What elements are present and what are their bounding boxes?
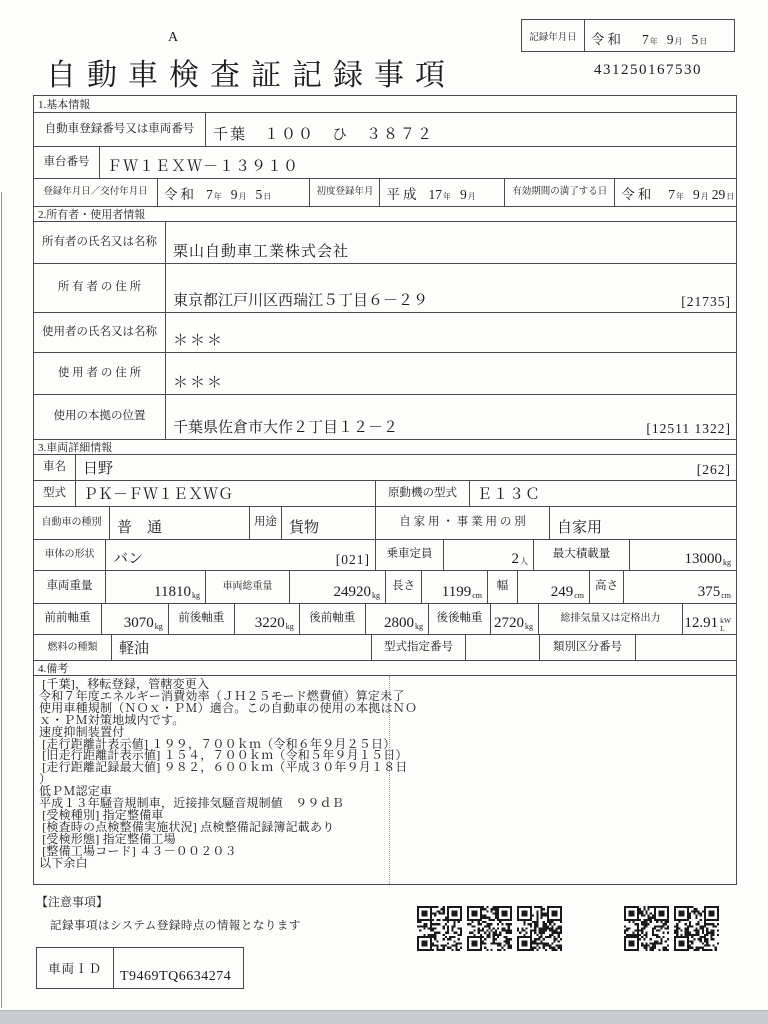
registration-date-label: 登録年月日／交付年月日 — [34, 179, 158, 206]
owner-name-label: 所有者の氏名又は名称 — [34, 222, 166, 263]
row-vehicle-kind — [34, 506, 736, 539]
remark-line: 速度抑制装置付 — [39, 724, 125, 739]
width-value: 249 cm — [518, 571, 590, 603]
front-front-axle-value: 3070 kg — [102, 604, 169, 634]
document-title: 自動車検査証記録事項 — [46, 59, 456, 92]
user-address-label: 使 用 者 の 住 所 — [34, 353, 166, 394]
owner-address-code: [21735] — [681, 294, 731, 309]
vehicle-weight-value: 11810 kg — [106, 571, 206, 603]
user-name-value: ＊＊＊ — [173, 333, 225, 349]
remark-line: 平成１３年騒音規制車，近接排気騒音規制値 ９９ｄＢ — [39, 796, 345, 811]
remarks-column-divider — [389, 676, 390, 884]
user-name-label: 使用者の氏名又は名称 — [34, 313, 166, 352]
base-location-value: 千葉県佐倉市大作２丁目１２－２ [12511 1322] — [173, 420, 731, 436]
first-registration-label: 初度登録年月 — [310, 179, 380, 206]
row-base-location — [34, 394, 736, 439]
row-fuel — [34, 634, 736, 660]
remark-line: [走行距離記録最大値] ９８２，６００ｋｍ（平成３０年９月１８日 — [39, 760, 408, 775]
row-make — [34, 454, 736, 480]
scan-edge-artifact-bottom — [0, 1010, 768, 1024]
row-owner-name — [34, 221, 736, 263]
vehicle-kind-label: 自動車の種別 — [34, 507, 110, 539]
record-date-value: 令和 7 年 9 月 5 日 — [591, 32, 708, 47]
rear-rear-axle-label: 後後軸重 — [429, 604, 491, 634]
chassis-number-label: 車台番号 — [34, 147, 100, 178]
remark-line: [旧走行距離計表示値] １５４，７００ｋｍ（令和５年９月１５日） — [39, 748, 408, 763]
body-shape-value: バン [021] — [106, 540, 376, 570]
remark-line: 令和７年度エネルギー消費効率（ＪＨ２５モード燃費値）算定未了 — [39, 688, 405, 703]
remarks-box — [34, 675, 736, 884]
body-shape-label: 車体の形状 — [34, 540, 106, 570]
vehicle-weight-label: 車両重量 — [34, 571, 106, 603]
vehicle-id-label: 車両ＩＤ — [37, 948, 114, 988]
record-date-box — [521, 19, 735, 52]
remark-line: 使用車種規制（ＮＯｘ・ＰＭ）適合。この自動車の使用の本拠はＮＯ — [39, 700, 418, 715]
chassis-number-value: ＦＷ１ＥＸＷ－１３９１０ — [107, 159, 300, 175]
owner-address-label: 所 有 者 の 住 所 — [34, 264, 166, 312]
registration-number-value: 千葉 １００ ひ ３８７２ — [213, 127, 435, 143]
base-location-label: 使用の本拠の位置 — [34, 395, 166, 439]
row-chassis-number — [34, 146, 736, 178]
remark-line: [受検種別] 指定整備車 — [39, 807, 164, 822]
class-category-label: 類別区分番号 — [540, 635, 636, 660]
expiry-date-value: 令和 7 年 9 月 29 日 — [621, 187, 735, 202]
remark-line: 以下余白 — [39, 855, 88, 870]
engine-model-value: Ｅ１３Ｃ — [477, 487, 542, 503]
gross-weight-label: 車両総重量 — [206, 571, 290, 603]
qr-code — [624, 906, 669, 951]
row-model — [34, 480, 736, 506]
owner-name-value: 栗山自動車工業株式会社 — [173, 244, 350, 260]
user-address-value: ＊＊＊ — [173, 375, 225, 391]
make-code: [262] — [696, 462, 731, 477]
make-value: 日野 [262] — [83, 461, 731, 477]
qr-code — [417, 906, 462, 951]
remark-line: 低ＰＭ認定車 — [39, 784, 113, 799]
registration-number-label: 自動車登録番号又は車両番号 — [34, 113, 206, 146]
row-dates — [34, 178, 736, 206]
notice-text: 記録事項はシステム登録時点の情報となります — [50, 920, 301, 932]
model-label: 型式 — [34, 481, 76, 506]
seating-capacity-value: 2 人 — [444, 540, 534, 570]
gross-weight-value: 24920 kg — [290, 571, 386, 603]
front-front-axle-label: 前前軸重 — [34, 604, 102, 634]
row-body-shape — [34, 539, 736, 570]
section-heading-vehicle: 3.車両詳細情報 — [34, 439, 736, 454]
notice-heading: 【注意事項】 — [36, 895, 109, 909]
vehicle-id-box — [36, 947, 244, 989]
row-user-name — [34, 312, 736, 352]
max-payload-label: 最大積載量 — [534, 540, 630, 570]
private-business-value: 自家用 — [557, 520, 603, 536]
rear-rear-axle-value: 2720 kg — [491, 604, 539, 634]
vehicle-id-value: T9469TQ6634274 — [120, 969, 232, 984]
document-number: 431250167530 — [594, 62, 702, 78]
qr-code — [467, 906, 512, 951]
row-user-address — [34, 352, 736, 394]
remarks-text — [34, 676, 736, 870]
page-mark: A — [168, 30, 179, 45]
model-value: ＰＫ－ＦＷ１ＥＸＷＧ — [76, 481, 376, 506]
record-date-label: 記録年月日 — [522, 20, 585, 51]
rear-front-axle-label: 後前軸重 — [300, 604, 366, 634]
remark-line: ） — [39, 772, 52, 787]
owner-address-value: 東京都江戸川区西瑞江５丁目６－２９ [21735] — [173, 293, 731, 309]
displacement-value: 12.91 kW L — [684, 615, 731, 633]
width-label: 幅 — [488, 571, 518, 603]
max-payload-value: 13000 kg — [684, 551, 731, 567]
body-shape-code: [021] — [335, 552, 370, 567]
remark-line: [検査時の点検整備実施状況] 点検整備記録簿記載あり — [39, 819, 335, 834]
section-heading-basic: 1.基本情報 — [38, 99, 91, 111]
use-value: 貨物 — [282, 507, 376, 539]
registration-date-value: 令和 7 年 9 月 5 日 — [158, 179, 310, 206]
qr-code — [674, 906, 719, 951]
use-label: 用途 — [250, 507, 282, 539]
qr-code — [517, 906, 562, 951]
row-axle-weights — [34, 603, 736, 634]
fuel-type-value: 軽油 — [112, 635, 372, 660]
private-business-label: 自 家 用 ・ 事 業 用 の 別 — [376, 507, 550, 539]
section-heading-owner: 2.所有者・使用者情報 — [34, 206, 736, 221]
row-registration-number — [34, 112, 736, 146]
make-label: 車名 — [34, 455, 76, 480]
length-value: 1199 cm — [422, 571, 488, 603]
remark-line: [受検形態] 指定整備工場 — [39, 831, 176, 846]
height-label: 高さ — [590, 571, 624, 603]
remark-line: ｘ・ＰＭ対策地域内です。 — [39, 712, 185, 727]
fuel-type-label: 燃料の種類 — [34, 635, 112, 660]
first-registration-value: 平成 17 年 9 月 — [380, 179, 505, 206]
front-rear-axle-label: 前後軸重 — [169, 604, 235, 634]
vehicle-kind-value: 普 通 — [110, 507, 250, 539]
displacement-unit: kW L — [720, 616, 731, 633]
front-rear-axle-value: 3220 kg — [235, 604, 300, 634]
scan-edge-artifact-left — [1, 192, 2, 1008]
row-weights-dimensions — [34, 570, 736, 603]
engine-model-label: 原動機の型式 — [376, 481, 470, 506]
base-location-code: [12511 1322] — [646, 421, 731, 436]
length-label: 長さ — [386, 571, 422, 603]
row-owner-address — [34, 263, 736, 312]
rear-front-axle-value: 2800 kg — [366, 604, 429, 634]
remark-line: [走行距離計表示値] １９９，７００ｋｍ（令和６年９月２５日） — [39, 736, 396, 751]
remark-line: [整備工場コード] ４３－００２０３ — [39, 843, 237, 858]
height-value: 375 cm — [697, 584, 731, 600]
expiry-date-label: 有効期間の満了する日 — [505, 179, 615, 206]
section-heading-remarks: 4.備考 — [34, 660, 736, 675]
main-table — [33, 95, 737, 885]
seating-capacity-label: 乗車定員 — [376, 540, 444, 570]
class-category-value — [636, 635, 736, 660]
displacement-label: 総排気量又は定格出力 — [539, 604, 683, 634]
type-designation-value — [466, 635, 540, 660]
type-designation-label: 型式指定番号 — [372, 635, 466, 660]
remark-line: [千葉]，移転登録，管轄変更入 — [39, 677, 210, 691]
